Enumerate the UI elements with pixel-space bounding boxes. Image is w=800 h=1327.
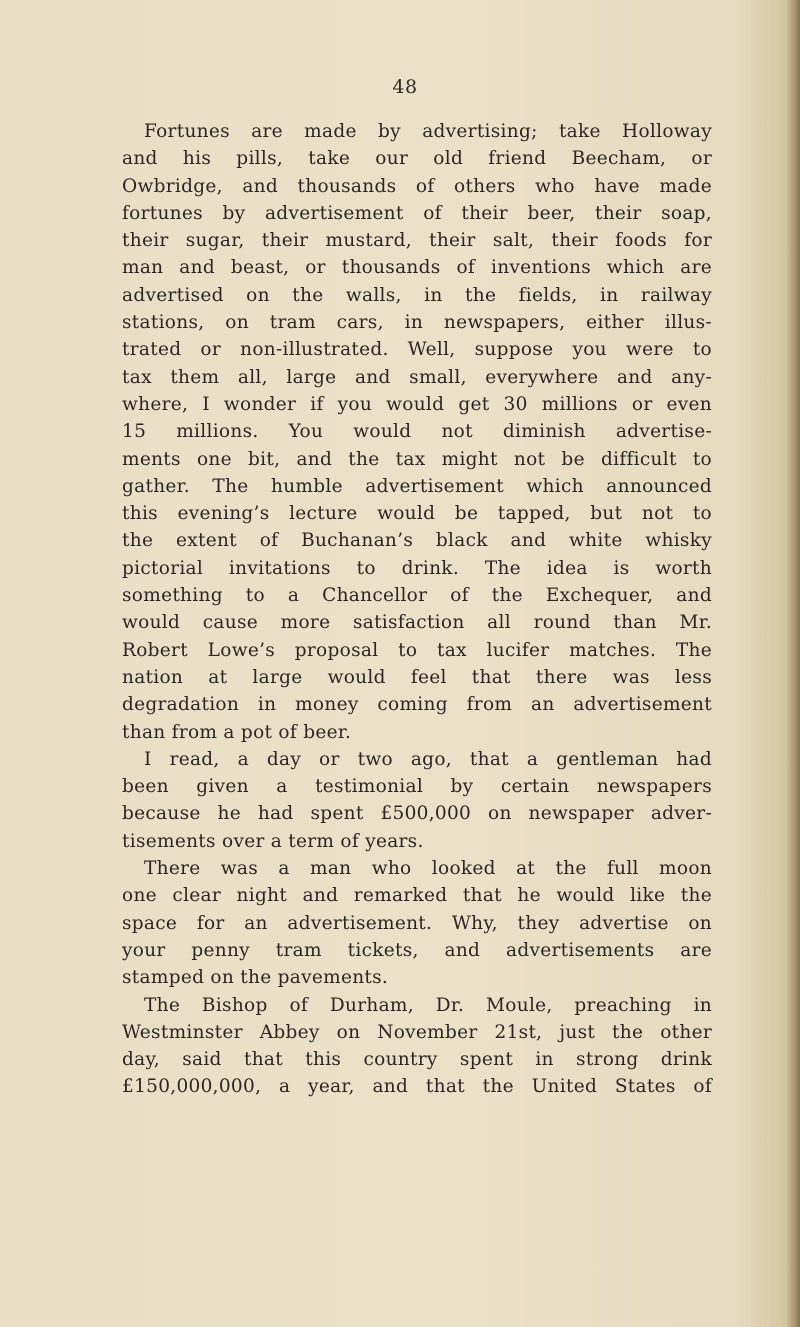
text-line: day, said that this country spent in strong drink: [122, 1049, 712, 1071]
text-line: pictorial invitations to drink. The idea is worth: [122, 557, 712, 579]
text-line: 15 millions. You would not diminish advertise-: [122, 421, 712, 443]
page-edge-shadow: [786, 0, 800, 1327]
text-line: man and beast, or thousands of inventions which are: [122, 257, 712, 279]
text-line: space for an advertisement. Why, they advertise on: [122, 912, 712, 934]
text-line: their sugar, their mustard, their salt, their foods for: [122, 230, 712, 252]
text-line: tax them all, large and small, everywhere and any-: [122, 366, 712, 388]
text-line: degradation in money coming from an advertisement: [122, 694, 712, 716]
text-line: There was a man who looked at the full moon: [144, 858, 712, 880]
text-line: trated or non-illustrated. Well, suppose you were to: [122, 339, 712, 361]
text-line: £150,000,000, a year, and that the United States of: [122, 1076, 712, 1098]
text-line: something to a Chancellor of the Exchequer, and: [122, 585, 712, 607]
text-line: ments one bit, and the tax might not be difficult to: [122, 448, 712, 470]
text-line: where, I wonder if you would get 30 millions or even: [122, 393, 712, 415]
text-line: been given a testimonial by certain newspapers: [122, 776, 712, 798]
text-line: I read, a day or two ago, that a gentleman had: [144, 748, 712, 770]
text-line: Owbridge, and thousands of others who have made: [122, 175, 712, 197]
text-line: Westminster Abbey on November 21st, just the other: [122, 1021, 712, 1043]
text-line: than from a pot of beer.: [122, 721, 352, 743]
text-line: advertised on the walls, in the fields, in railway: [122, 284, 712, 306]
text-line: and his pills, take our old friend Beecham, or: [122, 148, 712, 170]
text-line: stamped on the pavements.: [122, 967, 389, 989]
text-line: nation at large would feel that there was less: [122, 666, 712, 688]
text-line: the extent of Buchanan’s black and white whisky: [122, 530, 712, 552]
text-line: this evening’s lecture would be tapped, but not to: [122, 503, 712, 525]
text-line: one clear night and remarked that he would like the: [122, 885, 712, 907]
page-number: 48: [392, 76, 418, 98]
text-line: because he had spent £500,000 on newspaper adver-: [122, 803, 712, 825]
text-line: stations, on tram cars, in newspapers, either illus-: [122, 312, 712, 334]
text-line: fortunes by advertisement of their beer, their soap,: [122, 202, 712, 224]
text-line: would cause more satisfaction all round than Mr.: [122, 612, 712, 634]
body-text: [122, 118, 712, 1101]
text-line: The Bishop of Durham, Dr. Moule, preaching in: [144, 994, 712, 1016]
text-line: tisements over a term of years.: [122, 830, 424, 852]
text-line: gather. The humble advertisement which announced: [122, 475, 712, 497]
text-line: Robert Lowe’s proposal to tax lucifer matches. The: [122, 639, 712, 661]
text-line: your penny tram tickets, and advertisements are: [122, 939, 712, 961]
text-line: Fortunes are made by advertising; take Holloway: [144, 121, 712, 142]
